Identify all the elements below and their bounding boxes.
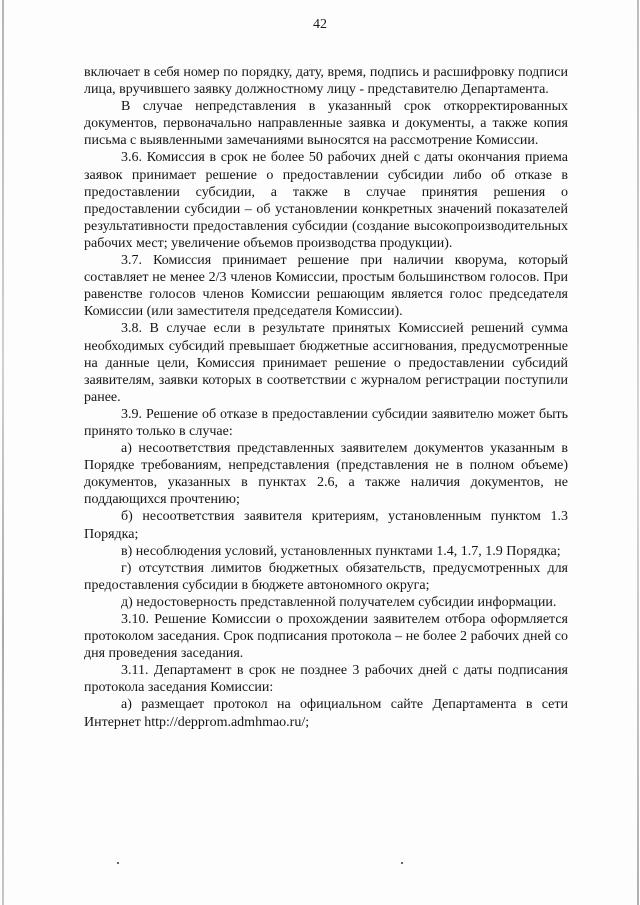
paragraph-3-11: 3.11. Департамент в срок не позднее 3 рабочих дней с даты подписания протокола заседания Комиссии: <box>84 663 568 696</box>
paragraph-3-7: 3.7. Комиссия принимает решение при наличии кворума, который составляет не менее 2/3 членов Комиссии, простым большинством голосов. При равенстве голосов членов Комиссии решающим является голос председателя Комиссии (или заместителя председателя Комиссии). <box>84 253 568 320</box>
paragraph-continuation: включает в себя номер по порядку, дату, время, подпись и расшифровку подписи лица, вручившего заявку должностному лицу - представителю Департамента. <box>84 65 568 98</box>
page-number: 42 <box>313 17 327 32</box>
list-item-d: д) недостоверность представленной получателем субсидии информации. <box>121 594 557 610</box>
list-item-v: в) несоблюдения условий, установленных пунктами 1.4, 1.7, 1.9 Порядка; <box>121 543 561 559</box>
paragraph-3-8: 3.8. В случае если в результате принятых Комиссией решений сумма необходимых субсидий превышает бюджетные ассигнования, предусмотренные на данные цели, Комиссия принимает решение о предоставлении субсидий заявителям, заявки которых в соответствии с журналом регистрации поступили ранее. <box>84 321 568 405</box>
scan-speck <box>117 862 119 864</box>
paragraph-nonsubmission: В случае непредставления в указанный срок откорректированных документов, первоначально направленные заявка и документы, а также копия письма с выявленными замечаниями выносятся на рассмотрение Комиссии. <box>84 99 568 149</box>
paragraph-3-10: 3.10. Решение Комиссии о прохождении заявителем отбора оформляется протоколом заседания. Срок подписания протокола – не более 2 рабочих дней со дня проведения заседания. <box>84 612 568 662</box>
paragraph-3-9: 3.9. Решение об отказе в предоставлении субсидии заявителю может быть принято только в случае: <box>84 406 568 439</box>
paragraph-3-6: 3.6. Комиссия в срок не более 50 рабочих дней с даты окончания приема заявок принимает решение о предоставлении субсидии либо об отказе в предоставлении субсидии, а также в случае принятия решения о предоставлении субсидии – об установлении конкретных значений показателей результативности предоставления субсидии (создание высокопроизводительных рабочих мест; увеличение объемов производства продукции). <box>84 150 568 251</box>
list-item-a: а) несоответствия представленных заявителем документов указанным в Порядке требованиям, непредставления (представления не в полном объеме) документов, указанных в пунктах 2.6, а также наличия документов, не поддающихся прочтению; <box>84 441 568 508</box>
scan-edge-left <box>2 0 4 905</box>
scan-edge-right <box>637 0 639 905</box>
list-item-g: г) отсутствия лимитов бюджетных обязательств, предусмотренных для предоставления субсидии в бюджете автономного округа; <box>84 560 568 593</box>
paragraph-3-11-a: а) размещает протокол на официальном сайте Департамента в сети Интернет http://depprom.admhmao.ru/; <box>84 697 568 730</box>
list-item-b: б) несоответствия заявителя критериям, установленным пунктом 1.3 Порядка; <box>84 509 568 542</box>
scan-speck <box>401 862 403 864</box>
document-body <box>84 64 568 731</box>
